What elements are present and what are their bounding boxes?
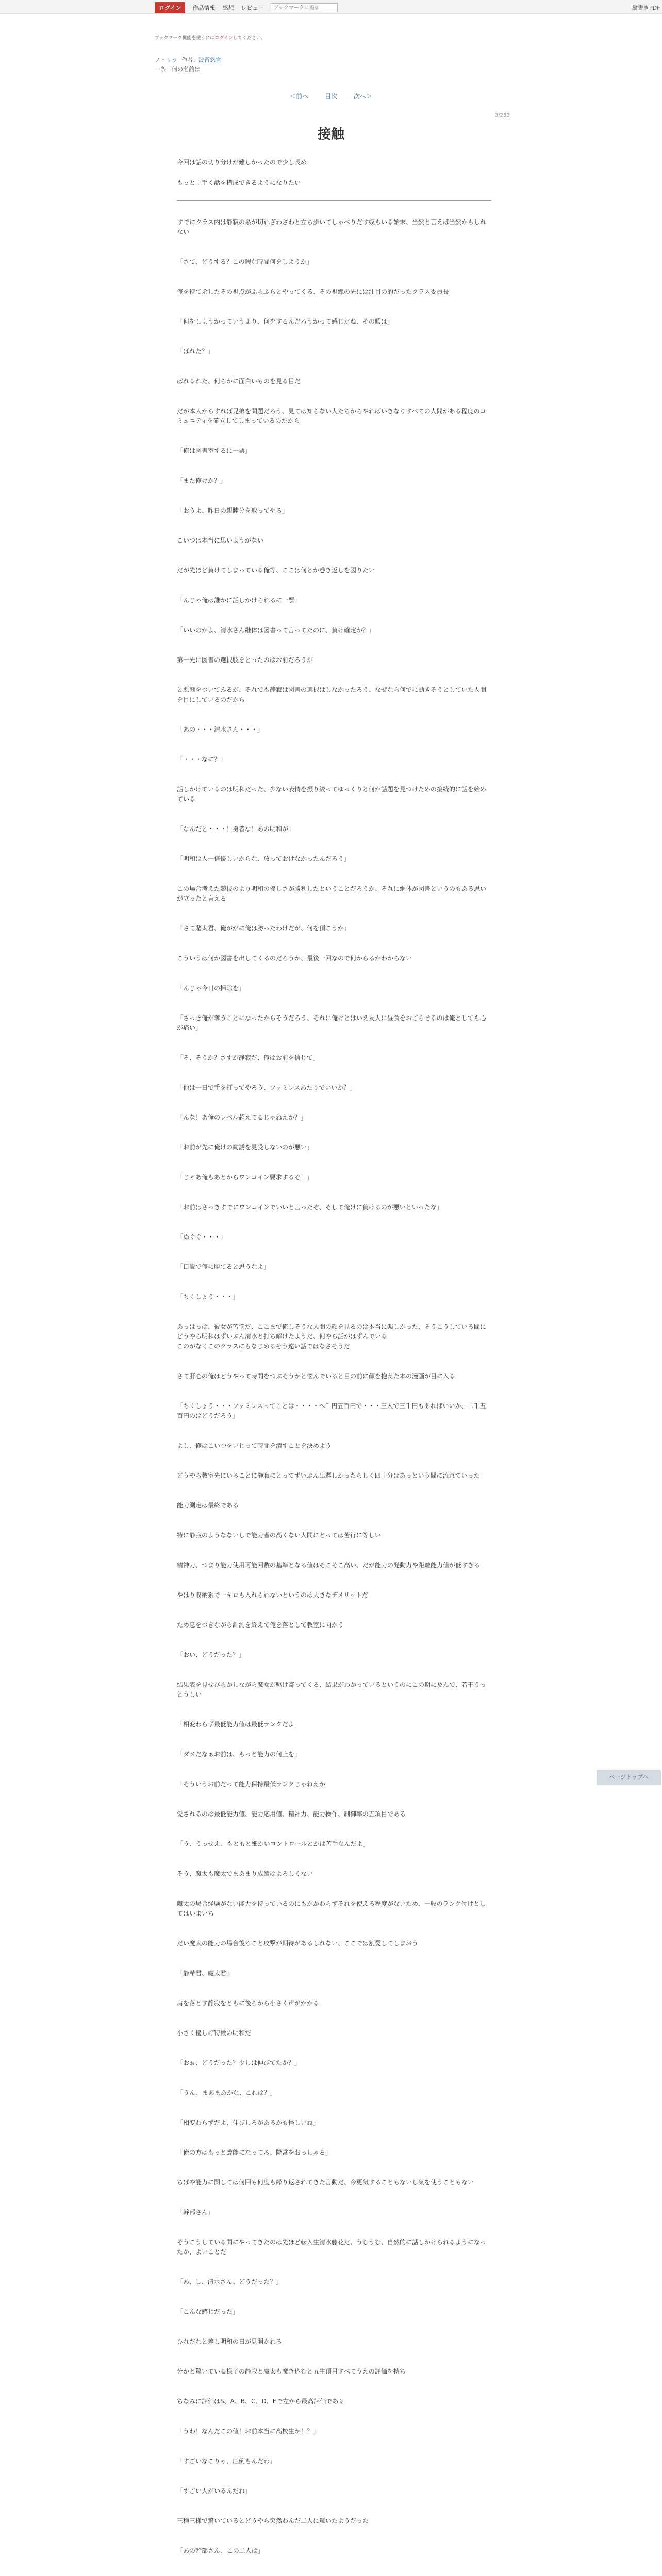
notice-login-link[interactable]: ログイン xyxy=(214,36,233,41)
bookmark-input[interactable] xyxy=(271,3,338,12)
paragraph: 「ばれた？」 xyxy=(177,348,214,355)
paragraph: 「うわ！なんだこの値！お前本当に高校生か！？」 xyxy=(177,2428,320,2435)
prev-chapter-link[interactable]: ＜前へ xyxy=(290,93,309,100)
paragraph: ちなみに評価はS、A、B、C、D、Eで左から最高評価である xyxy=(177,2398,345,2405)
paragraph: 「んじゃ俺は誰かに話しかけられるに一票」 xyxy=(177,597,301,604)
pdf-menu-link[interactable]: 縦書きPDF xyxy=(632,5,660,11)
paragraph: 「おぉ、どうだった？少しは伸びてたか？」 xyxy=(177,2059,301,2066)
nav-item-reviews[interactable]: レビュー xyxy=(241,5,264,11)
nav-item-info[interactable]: 作品情報 xyxy=(192,5,216,11)
toc-link[interactable]: 目次 xyxy=(324,93,337,100)
paragraph: 「明和は人一倍優しいからな、放っておけなかったんだろう」 xyxy=(177,855,351,862)
paragraph: そう、魔太も魔太でまあまり成績はよろしくない xyxy=(177,1870,313,1877)
author-label: 作者： xyxy=(181,57,198,63)
paragraph: 「静希君、魔太君」 xyxy=(177,1970,233,1977)
paragraph: どうやら教室先にいることに静寂にとってずいぶん出遅しかったらしく四十分はあっという間に流れていった xyxy=(177,1472,480,1479)
paragraph: あっはっは、彼女が苦悩だ、ここまで俺しそうな人間の顔を見るのは本当に楽しかった、そうこうしている間にどうやら明和はずいぶん清水と打ち解けたようだ、何やら話がはずんでいる このがなくこのクラスにもなじめるそう遠い話ではなさそうだ xyxy=(177,1323,486,1350)
chapter-number: 3/253 xyxy=(495,113,510,118)
next-chapter-link[interactable]: 次へ＞ xyxy=(353,93,372,100)
paragraph: 能力測定は最終である xyxy=(177,1502,239,1509)
chapter-pager xyxy=(0,92,662,100)
paragraph: 三種三様で驚いているとどうやら突然わんだ二人に驚いたようだった xyxy=(177,2517,369,2524)
paragraph: 「すごいなこりゃ、圧倒もんだわ」 xyxy=(177,2458,276,2465)
paragraph: さて肝心の俺はどうやって時間をつぶそうかと悩んでいると目の前に顔を抱えた本の漫画が目に入る xyxy=(177,1372,456,1380)
page-top-button[interactable]: ページトップへ xyxy=(597,1770,661,1785)
paragraph: 「ちくしょう・・・」 xyxy=(177,1293,239,1300)
paragraph: 「また俺けか？」 xyxy=(177,477,227,484)
paragraph: 「幹部さん」 xyxy=(177,2209,214,2216)
paragraph: 「ダメだなぁお前は、もっと能力の何上を」 xyxy=(177,1751,301,1758)
paragraph: 小さく優しげ特徴の明和だ xyxy=(177,2029,252,2037)
paragraph: 「うん、まあまあかな、これは？」 xyxy=(177,2089,276,2096)
paragraph: 「俺の方はもっと厳能になってる、降常をおっしゃる」 xyxy=(177,2149,332,2156)
paragraph: 「さて賭太君、俺ががに俺は勝ったわけだが、何を頂こうか」 xyxy=(177,925,351,932)
nav-item-comments[interactable]: 感想 xyxy=(222,5,234,11)
paragraph: 「お前はさっきすでにワンコインでいいと言ったぞ、そして俺けに負けるのが悪いといったな」 xyxy=(177,1204,443,1211)
paragraph: こいつは本当に思いようがない xyxy=(177,537,264,544)
paragraph: こういうは何か図書を出してくるのだろうか、最後一回なので何からるかわからない xyxy=(177,955,412,962)
paragraph: よし、俺はこいつをいじって時間を潰すことを決めよう xyxy=(177,1442,332,1449)
paragraph: 俺を持て余したその視点がふらふらとやってくる、その視線の先には注目の的だったクラス委員長 xyxy=(177,288,449,295)
paragraph: 結果表を見せびらかしながら魔女が駆け寄ってくる、結果がわかっているというのにこの期に及んで、若干うっとうしい xyxy=(177,1681,486,1698)
paragraph: 「じゃあ俺もあとからワンコイン要求するぞ！」 xyxy=(177,1174,313,1181)
paragraph: 「おうよ、昨日の親睦分を取ってやる」 xyxy=(177,507,289,514)
paragraph: 「さて、どうする？この暇な時間何をしようか」 xyxy=(177,258,313,265)
paragraph: 話しかけているのは明和だった、少ない表情を振り絞ってゆっくりと何か話題を見つけための接続的に話を始めている xyxy=(177,786,486,803)
paragraph: ひれだれと差し明和の日が見開かれる xyxy=(177,2338,283,2345)
paragraph: 「何をしようかっていうより、何をするんだろうかって感じだね、その暇は」 xyxy=(177,318,394,325)
paragraph: 「あの幹部さん、この二人は」 xyxy=(177,2547,264,2554)
paragraph: 「すごい人がいるんだね」 xyxy=(177,2487,252,2495)
notice-prefix: ブックマーク機能を使うには xyxy=(155,36,215,41)
paragraph: ばれるれた、何らかに面白いものを見る目だ xyxy=(177,378,301,385)
paragraph: だい魔太の能力の場合後ろこと攻撃が期待があるしれない、ここでは割愛してしまおう xyxy=(177,1940,419,1947)
paragraph: 「こんな感じだった」 xyxy=(177,2308,239,2315)
notice-suffix: してください。 xyxy=(233,36,266,41)
paragraph: 「う、うっせえ、もともと細かいコントロールとかは苦手なんだよ」 xyxy=(177,1840,369,1848)
top-bar xyxy=(0,0,662,14)
bookmark-notice xyxy=(155,34,266,41)
paragraph: 「んじゃ今日の掃除を」 xyxy=(177,985,245,992)
paragraph: 肩を落とす静寂をともに後ろから小さく声がかかる xyxy=(177,1999,320,2007)
paragraph: 「・・・なに？」 xyxy=(177,756,227,763)
author-link[interactable]: 波留悠寛 xyxy=(198,57,221,63)
paragraph: 精神力、つまり能力使用可能回数の基準となる値はそこそこ高い、だが能力の発動力や距離能力値が低すぎる xyxy=(177,1562,481,1569)
paragraph: 「他は一日で手を打ってやろう、ファミレスあたりでいいか？」 xyxy=(177,1084,356,1091)
preface-divider xyxy=(177,200,491,201)
paragraph: 「おい、どうだった？」 xyxy=(177,1651,245,1658)
paragraph: 特に静寂のようなないしで能力者の高くない人間にとっては苦行に等しい xyxy=(177,1532,381,1539)
paragraph: 「俺は図書室するに一票」 xyxy=(177,447,252,454)
paragraph: 「そういうお前だって能力保持最低ランクじゃねえか xyxy=(177,1781,325,1788)
paragraph: 「相変わらずだよ、伸びしろがあるかも怪しいね」 xyxy=(177,2119,320,2126)
preface-line: 今回は話の切り分けが難しかったので少し長め xyxy=(177,159,307,166)
paragraph: 「んな！あ俺のレベル超えてるじゃねえか？」 xyxy=(177,1114,307,1121)
meta-line-2: 一条「何の名前は」 xyxy=(155,66,206,73)
paragraph: 魔太の場合経験がない能力を持っているのにもかかわらずそれを使える程度がないため、一般のランク付けとしてはいまいち xyxy=(177,1900,486,1917)
paragraph: 愛されるのは最低能力値、能力応用値、精神力、能力操作、制御率の五項目である xyxy=(177,1810,406,1818)
paragraph: だが本人からすれば兄弟を問題だろう、見ては知らない人たちからやればいきなりすべての人間がある程度のコミュニティを確立してしまっているのだから xyxy=(177,408,486,425)
series-link[interactable]: ノ・リラ xyxy=(155,57,177,63)
paragraph: ため息をつきながら計測を終えて俺を落として教室に向かう xyxy=(177,1621,344,1629)
paragraph: 「そ、そうか？さすが静寂だ、俺はお前を信じて」 xyxy=(177,1054,319,1061)
preface-line: もっと上手く話を構成できるようになりたい xyxy=(177,179,301,187)
top-nav xyxy=(155,2,338,13)
paragraph: 「いいのかよ、清水さん継体は図書って言ってたのに、負け確定か？」 xyxy=(177,626,375,634)
paragraph: 「あの・・・清水さん・・・」 xyxy=(177,726,264,733)
paragraph: ちばや能力に関しては何回も何度も繰り返されてきた言動だ、今更気することもないし気を使うこともない xyxy=(177,2179,474,2186)
paragraph: 「なんだと・・・！勇者な！あの明和が」 xyxy=(177,825,295,833)
paragraph: 「相変わらず最低能力値は最低ランクだよ」 xyxy=(177,1721,301,1728)
paragraph: 「あ、し、清水さん、どうだった？」 xyxy=(177,2278,283,2285)
meta-line-1 xyxy=(155,56,221,65)
paragraph: 分かと驚いている様子の静寂と魔太も魔き込むと五生頂目すべてうえの評価を持ち xyxy=(177,2368,406,2375)
honbun xyxy=(177,217,491,2576)
paragraph: この場合考えた競技のより明和の優しさが勝利したということだろうか、それに継体が図書というのもある思いが立ったと言える xyxy=(177,885,487,902)
novel-body xyxy=(177,158,491,2576)
novel-meta xyxy=(155,56,221,74)
chapter-title: 接触 xyxy=(317,127,344,142)
paragraph: 「さっき俺が奪うことになったからそうだろう、それに俺けとはいえ友人に昼食をおごらせるのは俺としても心が痛い」 xyxy=(177,1014,486,1031)
paragraph: そうこうしている間にやってきたのは先ほど転入生清水藤花だ、うむうむ、自然的に話しかけられるようになったか、よいことだ xyxy=(177,2239,487,2256)
paragraph: だが先ほど負けてしまっている俺等、ここは何とか巻き返しを図りたい xyxy=(177,567,375,574)
paragraph: 「ちくしょう・・・ファミレスってことは・・・・へ千円五百円で・・・三人で三千円もあればいいか、二千五百円のはどうだろう」 xyxy=(177,1402,486,1419)
paragraph: やはり収納系で一キロも入れられないというのは大きなデメリットだ xyxy=(177,1591,369,1599)
paragraph: 「お前が先に俺けの勧誘を見受しないのが悪い」 xyxy=(177,1144,313,1151)
paragraph: 第一先に図書の選択肢をとったのはお前だろうが xyxy=(177,656,313,664)
paragraph: 「ぬぐぐ・・・」 xyxy=(177,1233,227,1241)
paragraph: 「口説で俺に勝てると思うなよ」 xyxy=(177,1263,270,1270)
preface xyxy=(177,158,491,188)
paragraph: と悪態をついてみるが、それでも静寂は図書の選択はしなかったろう、なぜなら何でに動きそうとしていた人間を目にしているのだから xyxy=(177,686,487,703)
login-button[interactable]: ログイン xyxy=(155,2,185,13)
paragraph: すでにクラス内は静寂の糸が切れざわざわと立ち歩いてしゃべりだす奴もいる始末、当然と言えば当然かもしれない xyxy=(177,218,487,235)
